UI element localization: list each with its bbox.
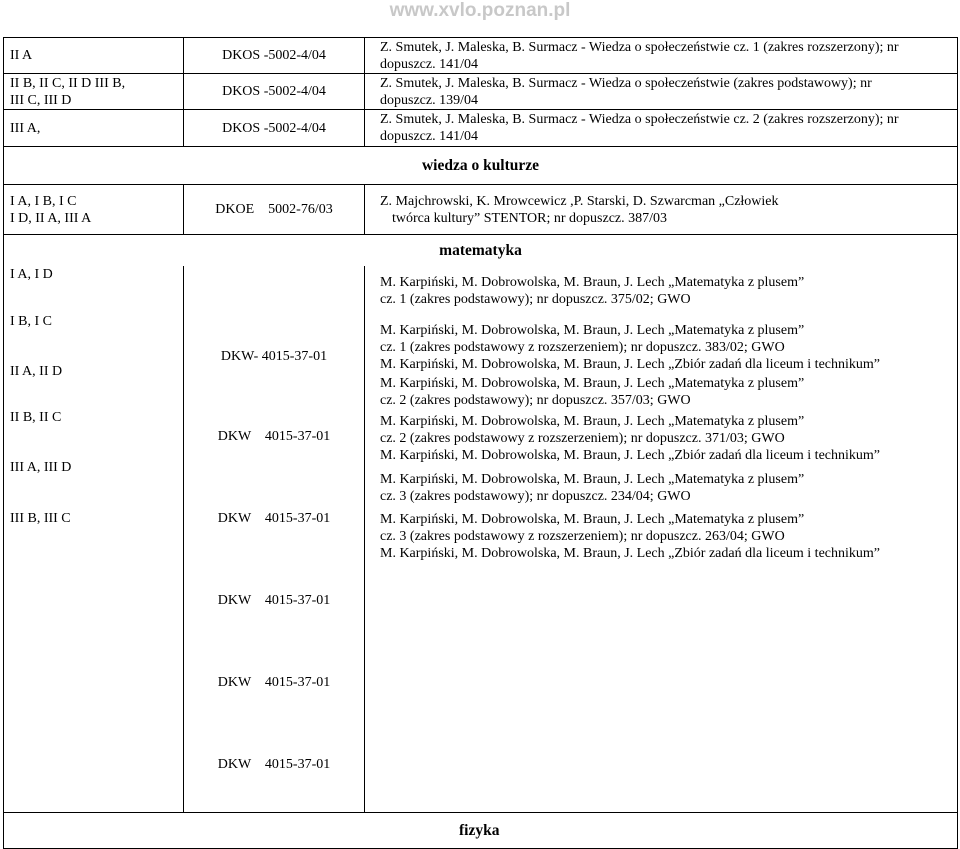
table-row xyxy=(4,185,958,235)
math-class-column xyxy=(4,266,184,813)
math-book xyxy=(380,511,951,562)
math-code: DKW 4015-37-01 xyxy=(217,428,331,444)
textbook-table xyxy=(3,37,958,849)
code-cell: DKOS -5002-4/04 xyxy=(184,38,365,74)
table-row xyxy=(4,38,958,74)
section-row xyxy=(4,812,958,848)
class-cell xyxy=(4,185,184,235)
math-code: DKW 4015-37-01 xyxy=(217,756,331,772)
book-line: dopuszcz. 141/04 xyxy=(380,129,478,144)
class-cell xyxy=(4,74,184,110)
book-line: M. Karpiński, M. Dobrowolska, M. Braun, J. Lech „Zbiór zadań dla liceum i technikum” xyxy=(380,356,880,372)
book-line: M. Karpiński, M. Dobrowolska, M. Braun, J. Lech „Matematyka z plusem” xyxy=(380,322,805,338)
table-row xyxy=(4,110,958,147)
book-line: Z. Majchrowski, K. Mrowcewicz ,P. Starski, D. Szwarcman „Człowiek xyxy=(380,193,779,209)
book-line: M. Karpiński, M. Dobrowolska, M. Braun, J. Lech „Matematyka z plusem” xyxy=(380,375,805,391)
section-heading-kultura: wiedza o kulturze xyxy=(4,147,958,185)
math-code: DKW 4015-37-01 xyxy=(217,592,331,608)
book-line: cz. 1 (zakres podstawowy); nr dopuszcz. 375/02; GWO xyxy=(380,291,691,307)
section-row xyxy=(4,235,958,266)
book-line: M. Karpiński, M. Dobrowolska, M. Braun, J. Lech „Zbiór zadań dla liceum i technikum” xyxy=(380,545,880,561)
math-class: I B, I C xyxy=(10,313,52,329)
book-cell xyxy=(365,110,958,147)
math-class: II A, II D xyxy=(10,363,63,379)
book-line: cz. 3 (zakres podstawowy z rozszerzeniem); nr dopuszcz. 263/04; GWO xyxy=(380,528,785,544)
math-book xyxy=(380,274,951,322)
class-line: I A, I B, I C xyxy=(10,193,77,209)
math-class: III A, III D xyxy=(10,459,72,475)
section-heading-matematyka: matematyka xyxy=(4,235,958,266)
book-line: Z. Smutek, J. Maleska, B. Surmacz - Wiedza o społeczeństwie (zakres podstawowy); nr xyxy=(380,75,872,91)
section-heading-fizyka: fizyka xyxy=(4,812,958,848)
math-class: II B, II C xyxy=(10,409,62,425)
math-class: I A, I D xyxy=(10,266,53,282)
book-line: dopuszcz. 141/04 xyxy=(380,56,478,72)
code-cell: DKOE 5002-76/03 xyxy=(184,185,365,235)
math-book xyxy=(380,375,951,413)
math-book xyxy=(380,471,951,511)
book-line: cz. 2 (zakres podstawowy z rozszerzeniem); nr dopuszcz. 371/03; GWO xyxy=(380,430,785,446)
book-line: M. Karpiński, M. Dobrowolska, M. Braun, J. Lech „Zbiór zadań dla liceum i technikum” xyxy=(380,447,880,463)
class-cell: III A, xyxy=(4,110,184,147)
book-line: M. Karpiński, M. Dobrowolska, M. Braun, J. Lech „Matematyka z plusem” xyxy=(380,413,805,429)
table-row xyxy=(4,74,958,110)
book-line: cz. 3 (zakres podstawowy); nr dopuszcz. 234/04; GWO xyxy=(380,488,691,504)
math-book xyxy=(380,413,951,471)
book-line: cz. 2 (zakres podstawowy); nr dopuszcz. 357/03; GWO xyxy=(380,392,691,408)
book-line: dopuszcz. 139/04 xyxy=(380,92,478,108)
math-code: DKW 4015-37-01 xyxy=(217,510,331,526)
book-cell xyxy=(365,185,958,235)
book-cell xyxy=(365,38,958,74)
watermark: www.xvlo.poznan.pl xyxy=(389,0,571,21)
math-class: III B, III C xyxy=(10,510,71,526)
book-line: Z. Smutek, J. Maleska, B. Surmacz - Wiedza o społeczeństwie cz. 1 (zakres rozszerzony); nr xyxy=(380,39,899,55)
math-book xyxy=(380,322,951,375)
math-code: DKW- 4015-37-01 xyxy=(220,348,328,364)
math-code-column xyxy=(184,266,365,813)
class-cell: II A xyxy=(4,38,184,74)
class-line: II B, II C, II D III B, xyxy=(10,75,126,91)
code-cell: DKOS -5002-4/04 xyxy=(184,110,365,147)
book-cell xyxy=(365,74,958,110)
class-line: I D, II A, III A xyxy=(10,210,92,226)
math-code: DKW 4015-37-01 xyxy=(217,674,331,690)
book-line: Z. Smutek, J. Maleska, B. Surmacz - Wiedza o społeczeństwie cz. 2 (zakres rozszerzony); nr xyxy=(380,112,899,127)
book-line: twórca kultury” STENTOR; nr dopuszcz. 387/03 xyxy=(392,210,668,226)
section-row xyxy=(4,147,958,185)
book-line: M. Karpiński, M. Dobrowolska, M. Braun, J. Lech „Matematyka z plusem” xyxy=(380,511,805,527)
math-book-column xyxy=(365,266,958,813)
book-line: M. Karpiński, M. Dobrowolska, M. Braun, J. Lech „Matematyka z plusem” xyxy=(380,274,805,290)
math-block xyxy=(4,266,958,813)
code-cell: DKOS -5002-4/04 xyxy=(184,74,365,110)
class-line: III C, III D xyxy=(10,92,72,108)
book-line: M. Karpiński, M. Dobrowolska, M. Braun, J. Lech „Matematyka z plusem” xyxy=(380,471,805,487)
book-line: cz. 1 (zakres podstawowy z rozszerzeniem); nr dopuszcz. 383/02; GWO xyxy=(380,339,785,355)
